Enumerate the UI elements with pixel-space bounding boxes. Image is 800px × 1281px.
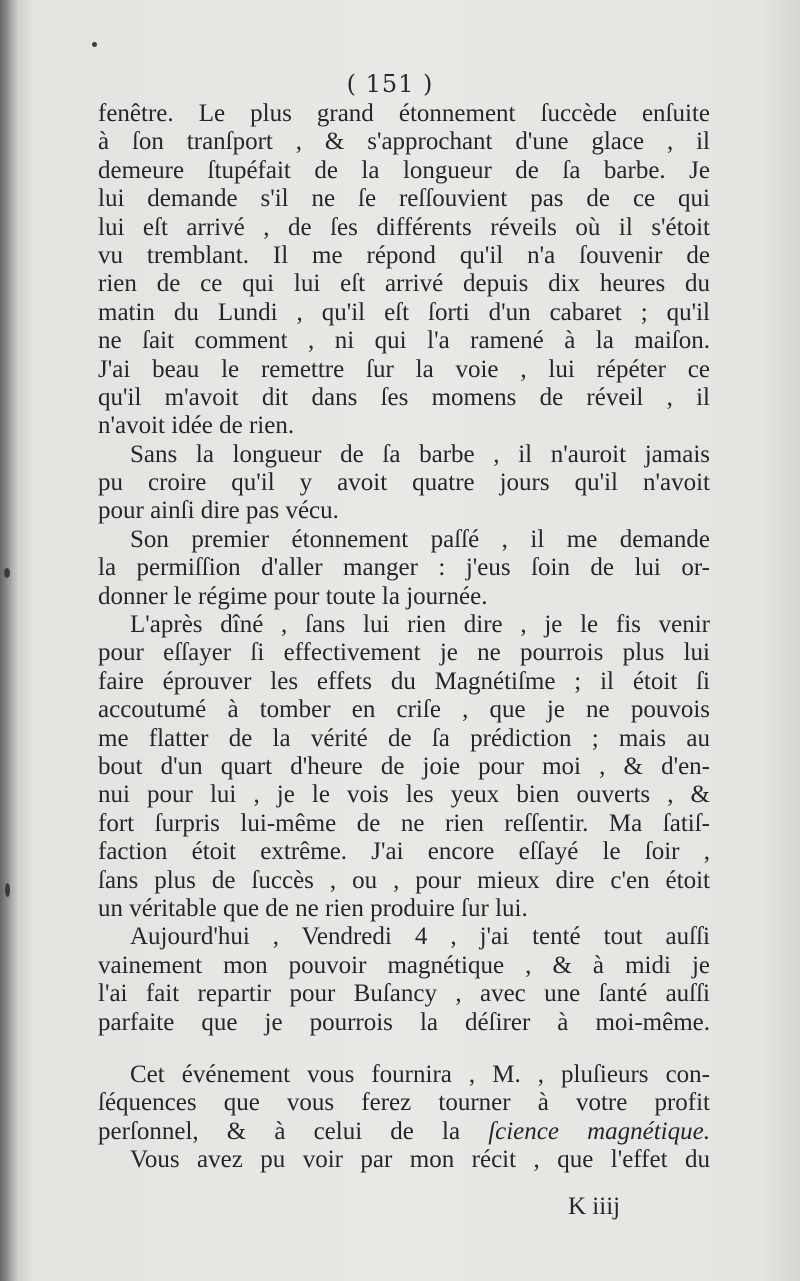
text-line-content: ſéquences que vous ferez tourner à votre profit [98, 1089, 710, 1117]
text-line [98, 214, 710, 242]
text-line-content: donner le régime pour toute la journée. [98, 582, 488, 610]
text-line [98, 157, 710, 185]
text-line [98, 583, 710, 611]
text-line [98, 923, 710, 951]
text-line-content: lui demande s'il ne ſe reſſouvient pas de ce qui [98, 185, 710, 213]
text-line-content: un véritable que de ne rien produire ſur lui. [98, 894, 528, 922]
text-line [98, 1009, 710, 1037]
text-line-content: Vous avez pu voir par mon récit , que l'effet du [130, 1146, 710, 1174]
page-number: ( 151 ) [346, 70, 434, 98]
text-line [98, 497, 710, 525]
text-line [98, 299, 710, 327]
text-line-content: perſonnel, & à celui de la [98, 1117, 489, 1145]
text-line [98, 356, 710, 384]
page-text [98, 100, 710, 1174]
text-line [98, 696, 710, 724]
text-line-content: à ſon tranſport , & s'approchant d'une glace , il [98, 128, 710, 156]
text-line-content: fort ſurpris lui-même de ne rien reſſentir. Ma ſatiſ- [98, 809, 710, 837]
text-line-content: ſans plus de ſuccès , ou , pour mieux dire c'en étoit [98, 866, 710, 894]
text-line-content: Son premier étonnement paſſé , il me demande [130, 525, 710, 553]
text-line [98, 185, 710, 213]
text-line-content: ne ſait comment , ni qui l'a ramené à la maiſon. [98, 327, 710, 355]
text-line [98, 639, 710, 667]
text-line-content: bout d'un quart d'heure de joie pour moi , & d'en- [98, 752, 710, 780]
italic-phrase: ſcience magnétique. [488, 1117, 710, 1145]
text-line [98, 1146, 710, 1174]
signature-mark: K iiij [568, 1193, 621, 1220]
text-line [98, 469, 710, 497]
text-line [98, 810, 710, 838]
text-line-content: J'ai beau le remettre ſur la voie , lui répéter ce [98, 355, 710, 383]
text-line-content: Aujourd'hui , Vendredi 4 , j'ai tenté tout auſſi [130, 923, 710, 951]
text-line [98, 554, 710, 582]
text-line-content: Cet événement vous fournira , M. , pluſieurs con- [130, 1060, 710, 1088]
text-line [98, 1061, 710, 1089]
text-line [98, 128, 710, 156]
text-line-content: pour ainſi dire pas vécu. [98, 497, 339, 525]
text-line-content: me flatter de la vérité de ſa prédiction ; mais au [98, 724, 710, 752]
text-line-content: L'après dîné , ſans lui rien dire , je le fis venir [130, 611, 710, 639]
text-line [98, 867, 710, 895]
text-line-content: matin du Lundi , qu'il eſt ſorti d'un cabaret ; qu'il [98, 298, 710, 326]
text-line [98, 327, 710, 355]
text-line [98, 668, 710, 696]
text-line [98, 753, 710, 781]
text-line-content: faction étoit extrême. J'ai encore eſſayé le ſoir , [98, 838, 710, 866]
text-line [98, 952, 710, 980]
text-line [98, 781, 710, 809]
ink-spot [4, 568, 10, 578]
text-line-content: pour eſſayer ſi effectivement je ne pourrois plus lui [98, 639, 710, 667]
text-line-content: n'avoit idée de rien. [98, 412, 295, 440]
text-line-content: Sans la longueur de ſa barbe , il n'auroit jamais [130, 440, 710, 468]
text-line [98, 242, 710, 270]
text-line [98, 895, 710, 923]
text-line [98, 270, 710, 298]
text-line [98, 611, 710, 639]
text-line-content: parfaite que je pourrois la déſirer à moi-même. [98, 1008, 710, 1036]
text-line-content: qu'il m'avoit dit dans ſes momens de réveil , il [98, 383, 710, 411]
text-line [98, 1118, 710, 1146]
text-line-content: accoutumé à tomber en criſe , que je ne pouvois [98, 696, 710, 724]
text-line-content: fenêtre. Le plus grand étonnement ſuccède enſuite [98, 100, 710, 127]
text-line-content: vu tremblant. Il me répond qu'il n'a ſouvenir de [98, 241, 710, 269]
text-line [98, 441, 710, 469]
ink-spot [5, 883, 10, 897]
text-line-content: pu croire qu'il y avoit quatre jours qu'il n'avoit [98, 469, 710, 497]
text-line [98, 100, 710, 128]
text-line-content: la permiſſion d'aller manger : j'eus ſoin de lui or- [98, 554, 710, 582]
ink-spot [92, 42, 97, 47]
text-line-content: demeure ſtupéfait de la longueur de ſa barbe. Je [98, 156, 710, 184]
gutter-shadow [0, 0, 18, 1281]
text-line [98, 980, 710, 1008]
text-line-content: l'ai fait repartir pour Buſancy , avec une ſanté auſſi [98, 980, 710, 1008]
text-line [98, 526, 710, 554]
text-line [98, 838, 710, 866]
text-line [98, 725, 710, 753]
text-line-content: faire éprouver les effets du Magnétiſme ; il étoit ſi [98, 667, 710, 695]
text-line-content: vainement mon pouvoir magnétique , & à midi je [98, 951, 710, 979]
text-line [98, 384, 710, 412]
text-line-content: lui eſt arrivé , de ſes différents réveils où il s'étoit [98, 213, 710, 241]
text-line-content: rien de ce qui lui eſt arrivé depuis dix heures du [98, 270, 710, 298]
text-line [98, 412, 710, 440]
text-line [98, 1089, 710, 1117]
text-line-content: nui pour lui , je le vois les yeux bien ouverts , & [98, 781, 710, 809]
